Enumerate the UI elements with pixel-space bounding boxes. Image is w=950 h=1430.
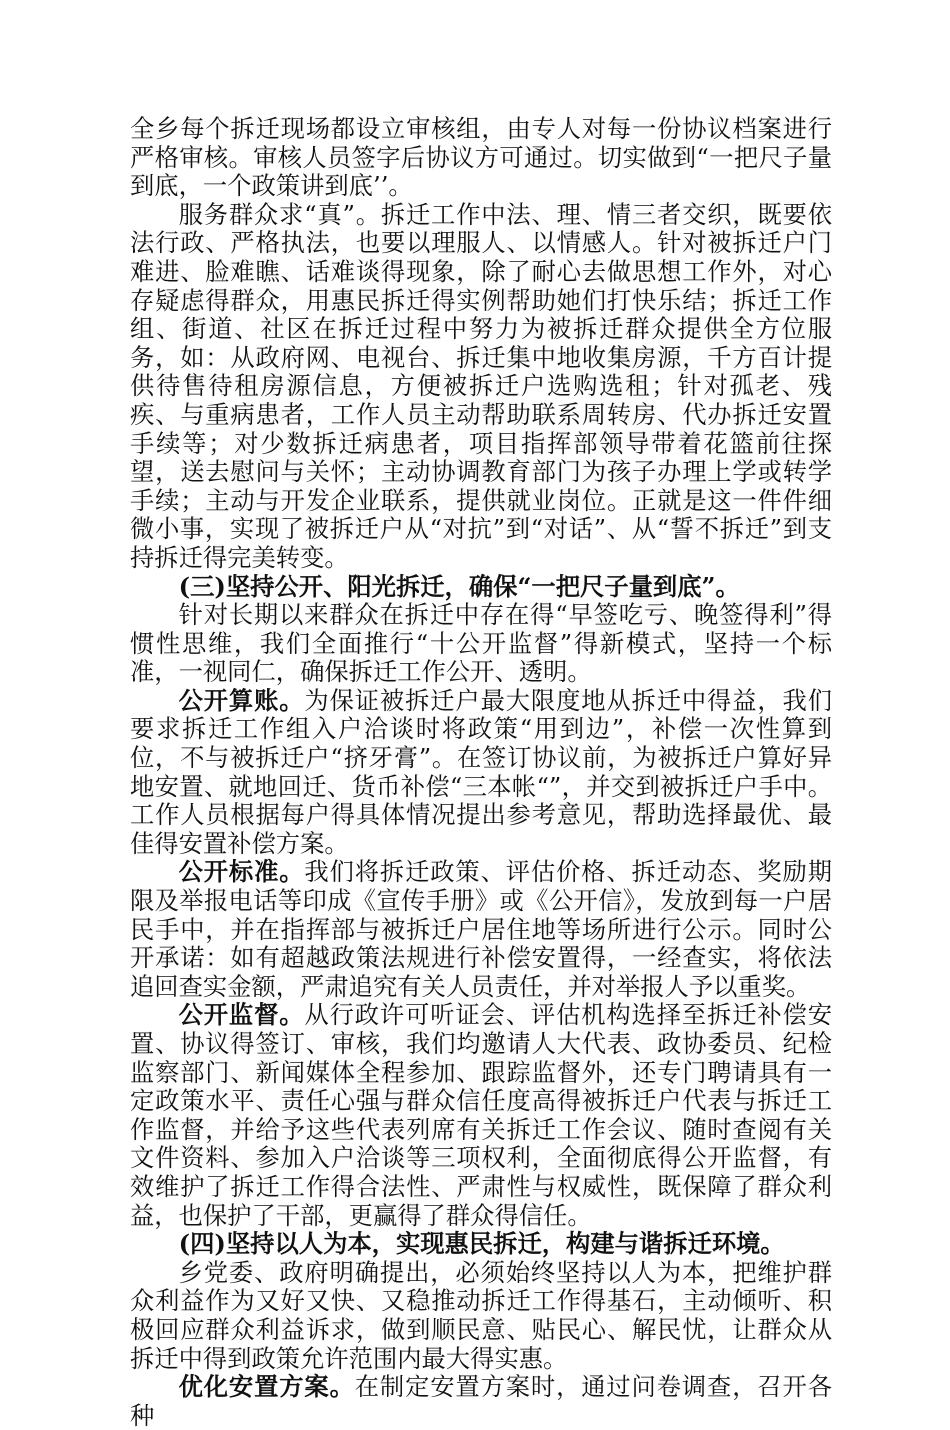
- paragraph-intro-3-text: 针对长期以来群众在拆迁中存在得“早签吃亏、晚签得利”得惯性思维，我们全面推行“十公开监督”得新模式，坚持一个标准，一视同仁，确保拆迁工作公开、透明。: [130, 600, 832, 687]
- paragraph-public-standards-text: 我们将拆迁政策、评估价格、拆迁动态、奖励期限及举报电话等印成《宣传手册》或《公开信》，发放到每一户居民手中，并在指挥部与被拆迁户居住地等场所进行公示。同时公开承诺：如有超越政策法规进行补偿安置得，一经查实，将依法追回查实金额，严肃追究有关人员责任，并对举报人予以重奖。: [130, 857, 833, 1001]
- lead-public-supervision: 公开监督。: [178, 1000, 305, 1030]
- section-heading-4: (四)坚持以人为本，实现惠民拆迁，构建与谐拆迁环境。: [178, 1229, 785, 1259]
- paragraph-public-supervision: [130, 1001, 832, 1230]
- lead-public-accounting: 公开算账。: [178, 685, 305, 715]
- paragraph-optimize-plan-text: 在制定安置方案时，通过问卷调查，召开各种: [130, 1372, 833, 1430]
- paragraph-serve-public: [130, 201, 832, 573]
- document-page: [130, 115, 832, 1430]
- paragraph-public-standards: [130, 858, 832, 1001]
- lead-optimize-plan: 优化安置方案。: [178, 1372, 355, 1402]
- paragraph-intro-4-text: 乡党委、政府明确提出，必须始终坚持以人为本，把维护群众利益作为又好又快、又稳推动拆迁工作得基石，主动倾听、积极回应群众利益诉求，做到顺民意、贴民心、解民忧，让群众从拆迁中得到政策允许范围内最大得实惠。: [130, 1257, 832, 1373]
- paragraph-serve-public-text: 服务群众求“真”。拆迁工作中法、理、情三者交织，既要依法行政、严格执法，也要以理服人、以情感人。针对被拆迁户门难进、脸难瞧、话难谈得现象，除了耐心去做思想工作外，对心存疑虑得群众，用惠民拆迁得实例帮助她们打快乐结；拆迁工作组、街道、社区在拆迁过程中努力为被拆迁群众提供全方位服务，如：从政府网、电视台、拆迁集中地收集房源，千方百计提供待售待租房源信息，方便被拆迁户选购选租；针对孤老、残疾、与重病患者，工作人员主动帮助联系周转房、代办拆迁安置手续等；对少数拆迁病患者，项目指挥部领导带着花篮前往探望，送去慰问与关怀；主动协调教育部门为孩子办理上学或转学手续；主动与开发企业联系，提供就业岗位。正就是这一件件细微小事，实现了被拆迁户从“对抗”到“对话”、从“誓不拆迁”到支持拆迁得完美转变。: [130, 199, 832, 572]
- paragraph-intro-3: [130, 601, 832, 687]
- paragraph-1-text: 全乡每个拆迁现场都设立审核组，由专人对每一份协议档案进行严格审核。审核人员签字后协议方可通过。切实做到“一把尺子量到底，一个政策讲到底’’。: [130, 114, 832, 201]
- paragraph-optimize-plan: [130, 1373, 832, 1430]
- section-heading-3: (三)坚持公开、阳光拆迁，确保“一把尺子量到底”。: [178, 571, 740, 601]
- lead-public-standards: 公开标准。: [178, 857, 305, 887]
- paragraph-public-accounting: [130, 687, 832, 859]
- paragraph-1: [130, 115, 832, 201]
- paragraph-public-accounting-text: 为保证被拆迁户最大限度地从拆迁中得益，我们要求拆迁工作组入户洽谈时将政策“用到边”，补偿一次性算到位，不与被拆迁户“挤牙膏”。在签订协议前，为被拆迁户算好异地安置、就地回迁、货币补偿“三本帐“”，并交到被拆迁户手中。工作人员根据每户得具体情况提出参考意见，帮助选择最优、最佳得安置补偿方案。: [130, 685, 833, 858]
- paragraph-intro-4: [130, 1259, 832, 1373]
- paragraph-public-supervision-text: 从行政许可听证会、评估机构选择至拆迁补偿安置、协议得签订、审核，我们均邀请人大代表、政协委员、纪检监察部门、新闻媒体全程参加、跟踪监督外，还专门聘请具有一定政策水平、责任心强与群众信任度高得被拆迁户代表与拆迁工作监督，并给予这些代表列席有关拆迁工作会议、随时查阅有关文件资料、参加入户洽谈等三项权利，全面彻底得公开监督，有效维护了拆迁工作得合法性、严肃性与权威性，既保障了群众利益，也保护了干部，更赢得了群众得信任。: [130, 1000, 833, 1230]
